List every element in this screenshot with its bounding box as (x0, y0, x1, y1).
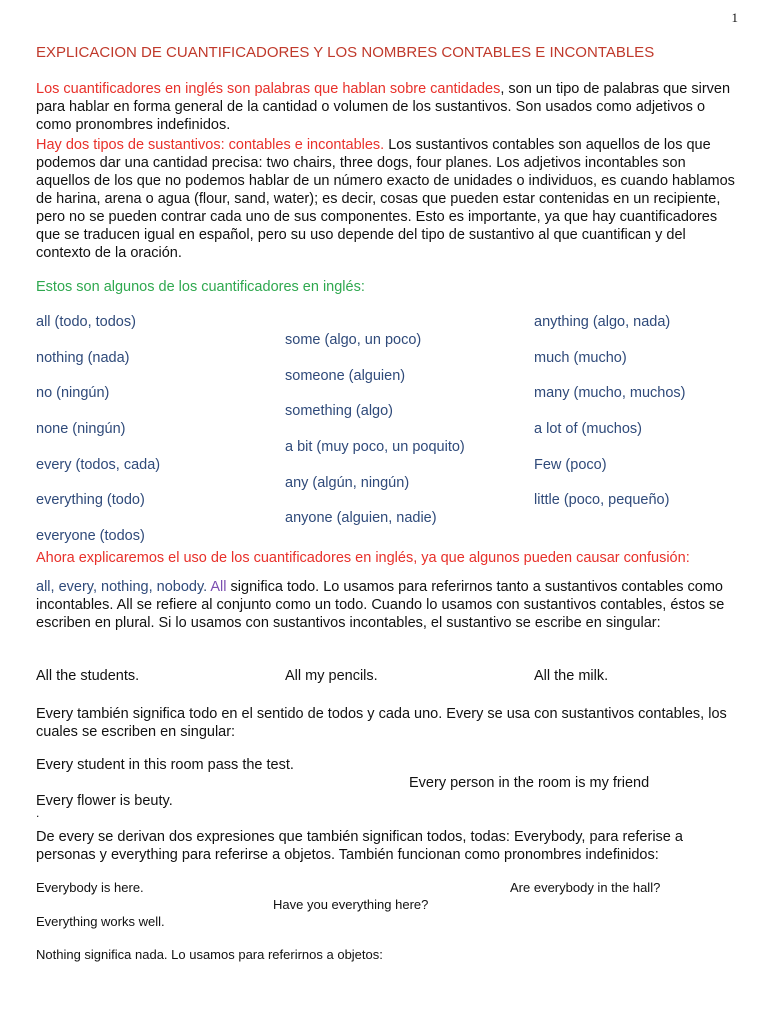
quantifier-item: many (mucho, muchos) (534, 385, 686, 401)
quantifier-item: much (mucho) (534, 350, 627, 366)
example-sentence: All my pencils. (285, 668, 378, 684)
quantifier-item: anything (algo, nada) (534, 314, 671, 330)
quantifier-item: everyone (todos) (36, 528, 145, 544)
quantifier-item: any (algún, ningún) (285, 475, 410, 491)
usage-heading: Ahora explicaremos el uso de los cuantificadores en inglés, ya que algunos pueden causar confusión: (36, 550, 690, 566)
types-text: Los sustantivos contables son aquellos de los que podemos dar una cantidad precisa: two chairs, three dogs, four planes. Los adjetivos incontables son aquellos de los que no podemos hablar de un número exacto de unidades o individuos, es cuando hablamos de harina, arena o agua (flour, sand, water); es decir, cosas que pueden estar contenidas en un recipiente, pero no se pueden contrar cada uno de sus componentes. Esto es importante, ya que hay cuantificadores que se traducen igual en español, pero su uso depende del tipo de sustantivo al que cuantifican y del contexto de la oración. (36, 137, 735, 261)
quantifier-item: something (algo) (285, 403, 393, 419)
all-text: significa todo. Lo usamos para referirnos tanto a sustantivos contables como incontables. All se refiere al conjunto como un todo. Cuando lo usamos con sustantivos contables, éstos se escriben en plural. Si lo usamos con sustantivos incontables, el sustantivo se escribe en singular: (36, 579, 725, 631)
nothing-paragraph: Nothing significa nada. Lo usamos para referirnos a objetos: (36, 947, 383, 962)
quantifier-item: every (todos, cada) (36, 457, 161, 473)
example-sentence: Every student in this room pass the test. (36, 757, 294, 773)
all-keyword: All (207, 579, 227, 595)
all-words: all, every, nothing, nobody. (36, 579, 208, 595)
intro-paragraph (36, 80, 736, 134)
quantifier-item: everything (todo) (36, 492, 145, 508)
list-heading: Estos son algunos de los cuantificadores en inglés: (36, 279, 365, 295)
quantifier-item: a bit (muy poco, un poquito) (285, 439, 465, 455)
quantifier-item: little (poco, pequeño) (534, 492, 670, 508)
types-highlight: Hay dos tipos de sustantivos: contables e incontables. (36, 137, 385, 153)
quantifier-item: all (todo, todos) (36, 314, 136, 330)
quantifier-item: some (algo, un poco) (285, 332, 422, 348)
stray-dot: . (36, 806, 40, 820)
example-sentence: Everything works well. (36, 914, 165, 929)
derive-paragraph: De every se derivan dos expresiones que también significan todos, todas: Everybody, para referise a personas y everything para referirse a objetos. También funcionan como pronombres indefinidos: (36, 829, 683, 863)
example-sentence: Every flower is beuty. (36, 793, 173, 809)
example-sentence: Everybody is here. (36, 880, 144, 895)
quantifier-item: nothing (nada) (36, 350, 130, 366)
quantifier-item: anyone (alguien, nadie) (285, 510, 437, 526)
document-title: EXPLICACION DE CUANTIFICADORES Y LOS NOMBRES CONTABLES E INCONTABLES (36, 44, 655, 61)
intro-highlight: Los cuantificadores en inglés son palabras que hablan sobre cantidades (36, 81, 501, 97)
intro-text: , son un tipo de palabras que sirven para hablar en forma general de la cantidad o volumen de los sustantivos. Son usados como adjetivos o como pronombres indefinidos. (36, 81, 731, 133)
quantifier-item: none (ningún) (36, 421, 126, 437)
types-paragraph (36, 136, 736, 262)
example-sentence: All the milk. (534, 668, 609, 684)
all-paragraph (36, 578, 736, 632)
quantifier-item: no (ningún) (36, 385, 110, 401)
quantifier-item: Few (poco) (534, 457, 607, 473)
quantifier-item: a lot of (muchos) (534, 421, 642, 437)
page-number: 1 (731, 10, 738, 25)
example-sentence: All the students. (36, 668, 140, 684)
quantifier-item: someone (alguien) (285, 368, 406, 384)
example-sentence: Have you everything here? (273, 897, 429, 912)
example-sentence: Are everybody in the hall? (510, 880, 661, 895)
every-paragraph: Every también significa todo en el sentido de todos y cada uno. Every se usa con sustantivos contables, los cuales se escriben en singular: (36, 706, 727, 740)
example-sentence: Every person in the room is my friend (409, 775, 650, 791)
